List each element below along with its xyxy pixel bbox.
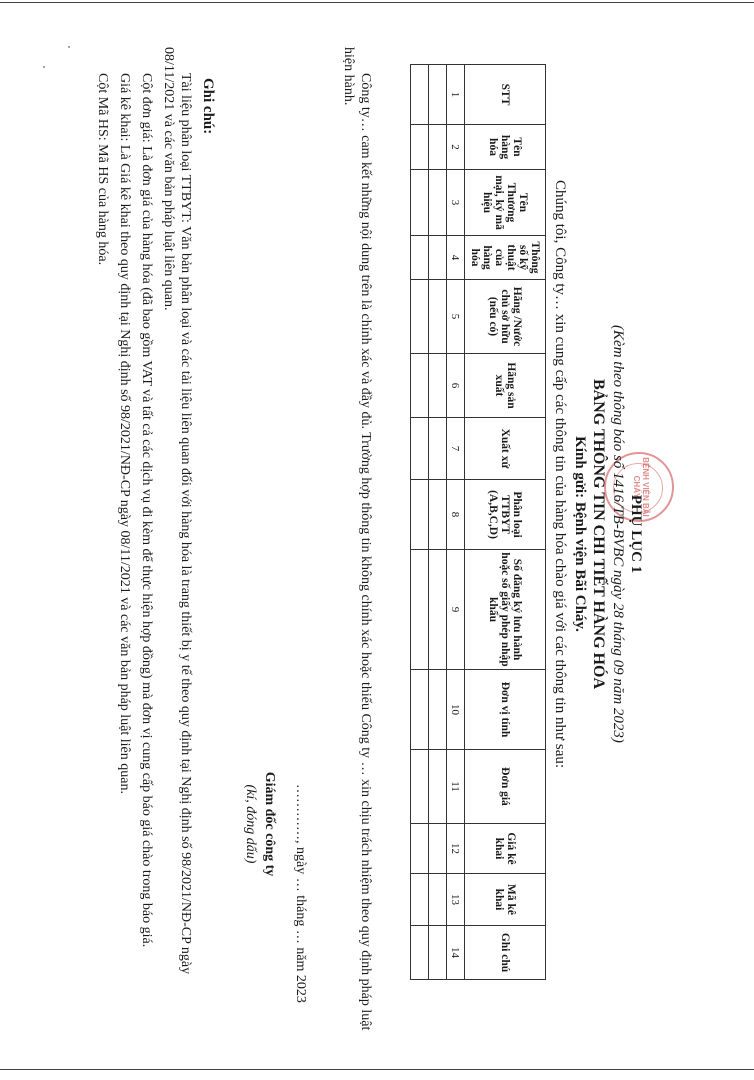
table-cell bbox=[411, 170, 429, 236]
column-number: 11 bbox=[447, 750, 465, 824]
column-header: Thông số kỹ thuật của hàng hóa bbox=[465, 236, 546, 280]
column-header: Đơn vị tính bbox=[465, 670, 546, 750]
notes-title: Ghi chú: bbox=[200, 78, 216, 135]
table-cell bbox=[411, 418, 429, 480]
table-cell bbox=[411, 824, 429, 874]
column-number: 3 bbox=[447, 170, 465, 236]
recipient-line: Kính gửi: Bệnh viện Bãi Cháy. bbox=[572, 436, 588, 632]
document-heading: BẢNG THÔNG TIN CHI TIẾT HÀNG HÓA bbox=[590, 379, 607, 689]
table-cell bbox=[411, 550, 429, 670]
column-header: Hãng /Nước chủ sở hữu (nếu có) bbox=[465, 280, 546, 354]
table-cell bbox=[429, 670, 447, 750]
column-number: 2 bbox=[447, 125, 465, 170]
signature-title: Giám đốc công ty bbox=[262, 771, 277, 877]
stamp-text: BỆNH VIỆN BÃI CHÁY bbox=[632, 457, 650, 517]
column-number: 12 bbox=[447, 824, 465, 874]
note-item: Giá kê khai: Là Giá kê khai theo quy định tại Nghị định số 98/2021/NĐ-CP ngày 08/11/2021 và các văn bản pháp luật liên quan. bbox=[117, 73, 132, 794]
table-cell bbox=[429, 418, 447, 480]
note-item: Cột đơn giá: Là đơn giá của hàng hóa (đã bao gồm VAT và tất cả các dịch vụ đi kèm để thực hiện hợp đồng) mà đơn vị cung cấp báo giá chào trong báo giá. bbox=[139, 73, 154, 948]
top-scan-edge bbox=[0, 2, 754, 3]
column-header: Ghi chú bbox=[465, 926, 546, 980]
table-cell bbox=[429, 874, 447, 926]
column-header: Giá kê khai bbox=[465, 824, 546, 874]
signature-date: …………, ngày … tháng … năm 2023 bbox=[293, 784, 308, 1003]
column-header: Phân loại TTBYT (A,B,C,D) bbox=[465, 480, 546, 550]
table-cell bbox=[411, 65, 429, 125]
column-number: 9 bbox=[447, 550, 465, 670]
table-cell bbox=[429, 125, 447, 170]
column-number: 14 bbox=[447, 926, 465, 980]
column-number: 1 bbox=[447, 65, 465, 125]
table-row bbox=[429, 65, 447, 980]
table-cell bbox=[411, 354, 429, 418]
table-cell bbox=[429, 480, 447, 550]
column-number-row bbox=[447, 65, 465, 980]
document-title: PHỤ LỤC 1 bbox=[628, 494, 644, 574]
note-item: Tài liệu phân loại TTBYT: Văn bản phân loại và các tài liệu liên quan đối với hàng hóa là trang thiết bị y tế theo quy định tại Nghị định số 98/2021/NĐ-CP ngày 08/11/2021 và các văn bản pháp luật liên quan. bbox=[161, 47, 193, 975]
notes-list bbox=[89, 47, 194, 1037]
table-cell bbox=[429, 170, 447, 236]
column-number: 6 bbox=[447, 354, 465, 418]
table-cell bbox=[411, 480, 429, 550]
table-cell bbox=[429, 236, 447, 280]
column-header: Mã kê khai bbox=[465, 874, 546, 926]
table-cell bbox=[429, 65, 447, 125]
column-number: 7 bbox=[447, 418, 465, 480]
table-cell bbox=[429, 926, 447, 980]
bottom-scan-edge bbox=[0, 1069, 754, 1070]
commitment-paragraph: Công ty… cam kết những nội dung trên là chính xác và đầy đủ. Trường hợp thông tin không chính xác hoặc thiếu Công ty … xin chịu trách nhiệm theo quy định pháp luật hiện hành. bbox=[341, 47, 373, 1031]
column-header: Tên Thương mại, ký mã hiệu bbox=[465, 170, 546, 236]
table-cell bbox=[429, 550, 447, 670]
column-header: Số đăng ký lưu hành hoặc số giấy phép nhập khẩu bbox=[465, 550, 546, 670]
document-subtitle: (Kèm theo thông báo số 1416/TB-BVBC ngày 28 tháng 09 năm 2023) bbox=[610, 325, 626, 743]
table-cell bbox=[411, 236, 429, 280]
table-cell bbox=[429, 354, 447, 418]
column-number: 13 bbox=[447, 874, 465, 926]
table-cell bbox=[411, 280, 429, 354]
intro-paragraph: Chúng tôi, Công ty… xin cung cấp các thông tin của hàng hóa chào giá với các thông tin như sau: bbox=[552, 180, 568, 769]
table-cell bbox=[429, 824, 447, 874]
table-cell bbox=[411, 926, 429, 980]
column-header: STT bbox=[465, 65, 546, 125]
signature-subtitle: (kí, đóng dấu) bbox=[243, 784, 258, 864]
table-cell bbox=[411, 874, 429, 926]
table-row bbox=[411, 65, 429, 980]
table-cell bbox=[411, 670, 429, 750]
table-cell bbox=[429, 280, 447, 354]
column-header: Tên hàng hóa bbox=[465, 125, 546, 170]
column-number: 8 bbox=[447, 480, 465, 550]
column-header: Đơn giá bbox=[465, 750, 546, 824]
table-cell bbox=[411, 750, 429, 824]
document-page bbox=[20, 14, 736, 1054]
column-number: 5 bbox=[447, 280, 465, 354]
column-header: Hãng sản xuất bbox=[465, 354, 546, 418]
table-header-row bbox=[465, 65, 546, 980]
goods-info-table bbox=[410, 64, 546, 980]
column-number: 10 bbox=[447, 670, 465, 750]
table-cell bbox=[411, 125, 429, 170]
column-number: 4 bbox=[447, 236, 465, 280]
table-cell bbox=[429, 750, 447, 824]
column-header: Xuất xứ bbox=[465, 418, 546, 480]
note-item: Cột Mã HS: Mã HS của hàng hóa. bbox=[95, 73, 110, 266]
